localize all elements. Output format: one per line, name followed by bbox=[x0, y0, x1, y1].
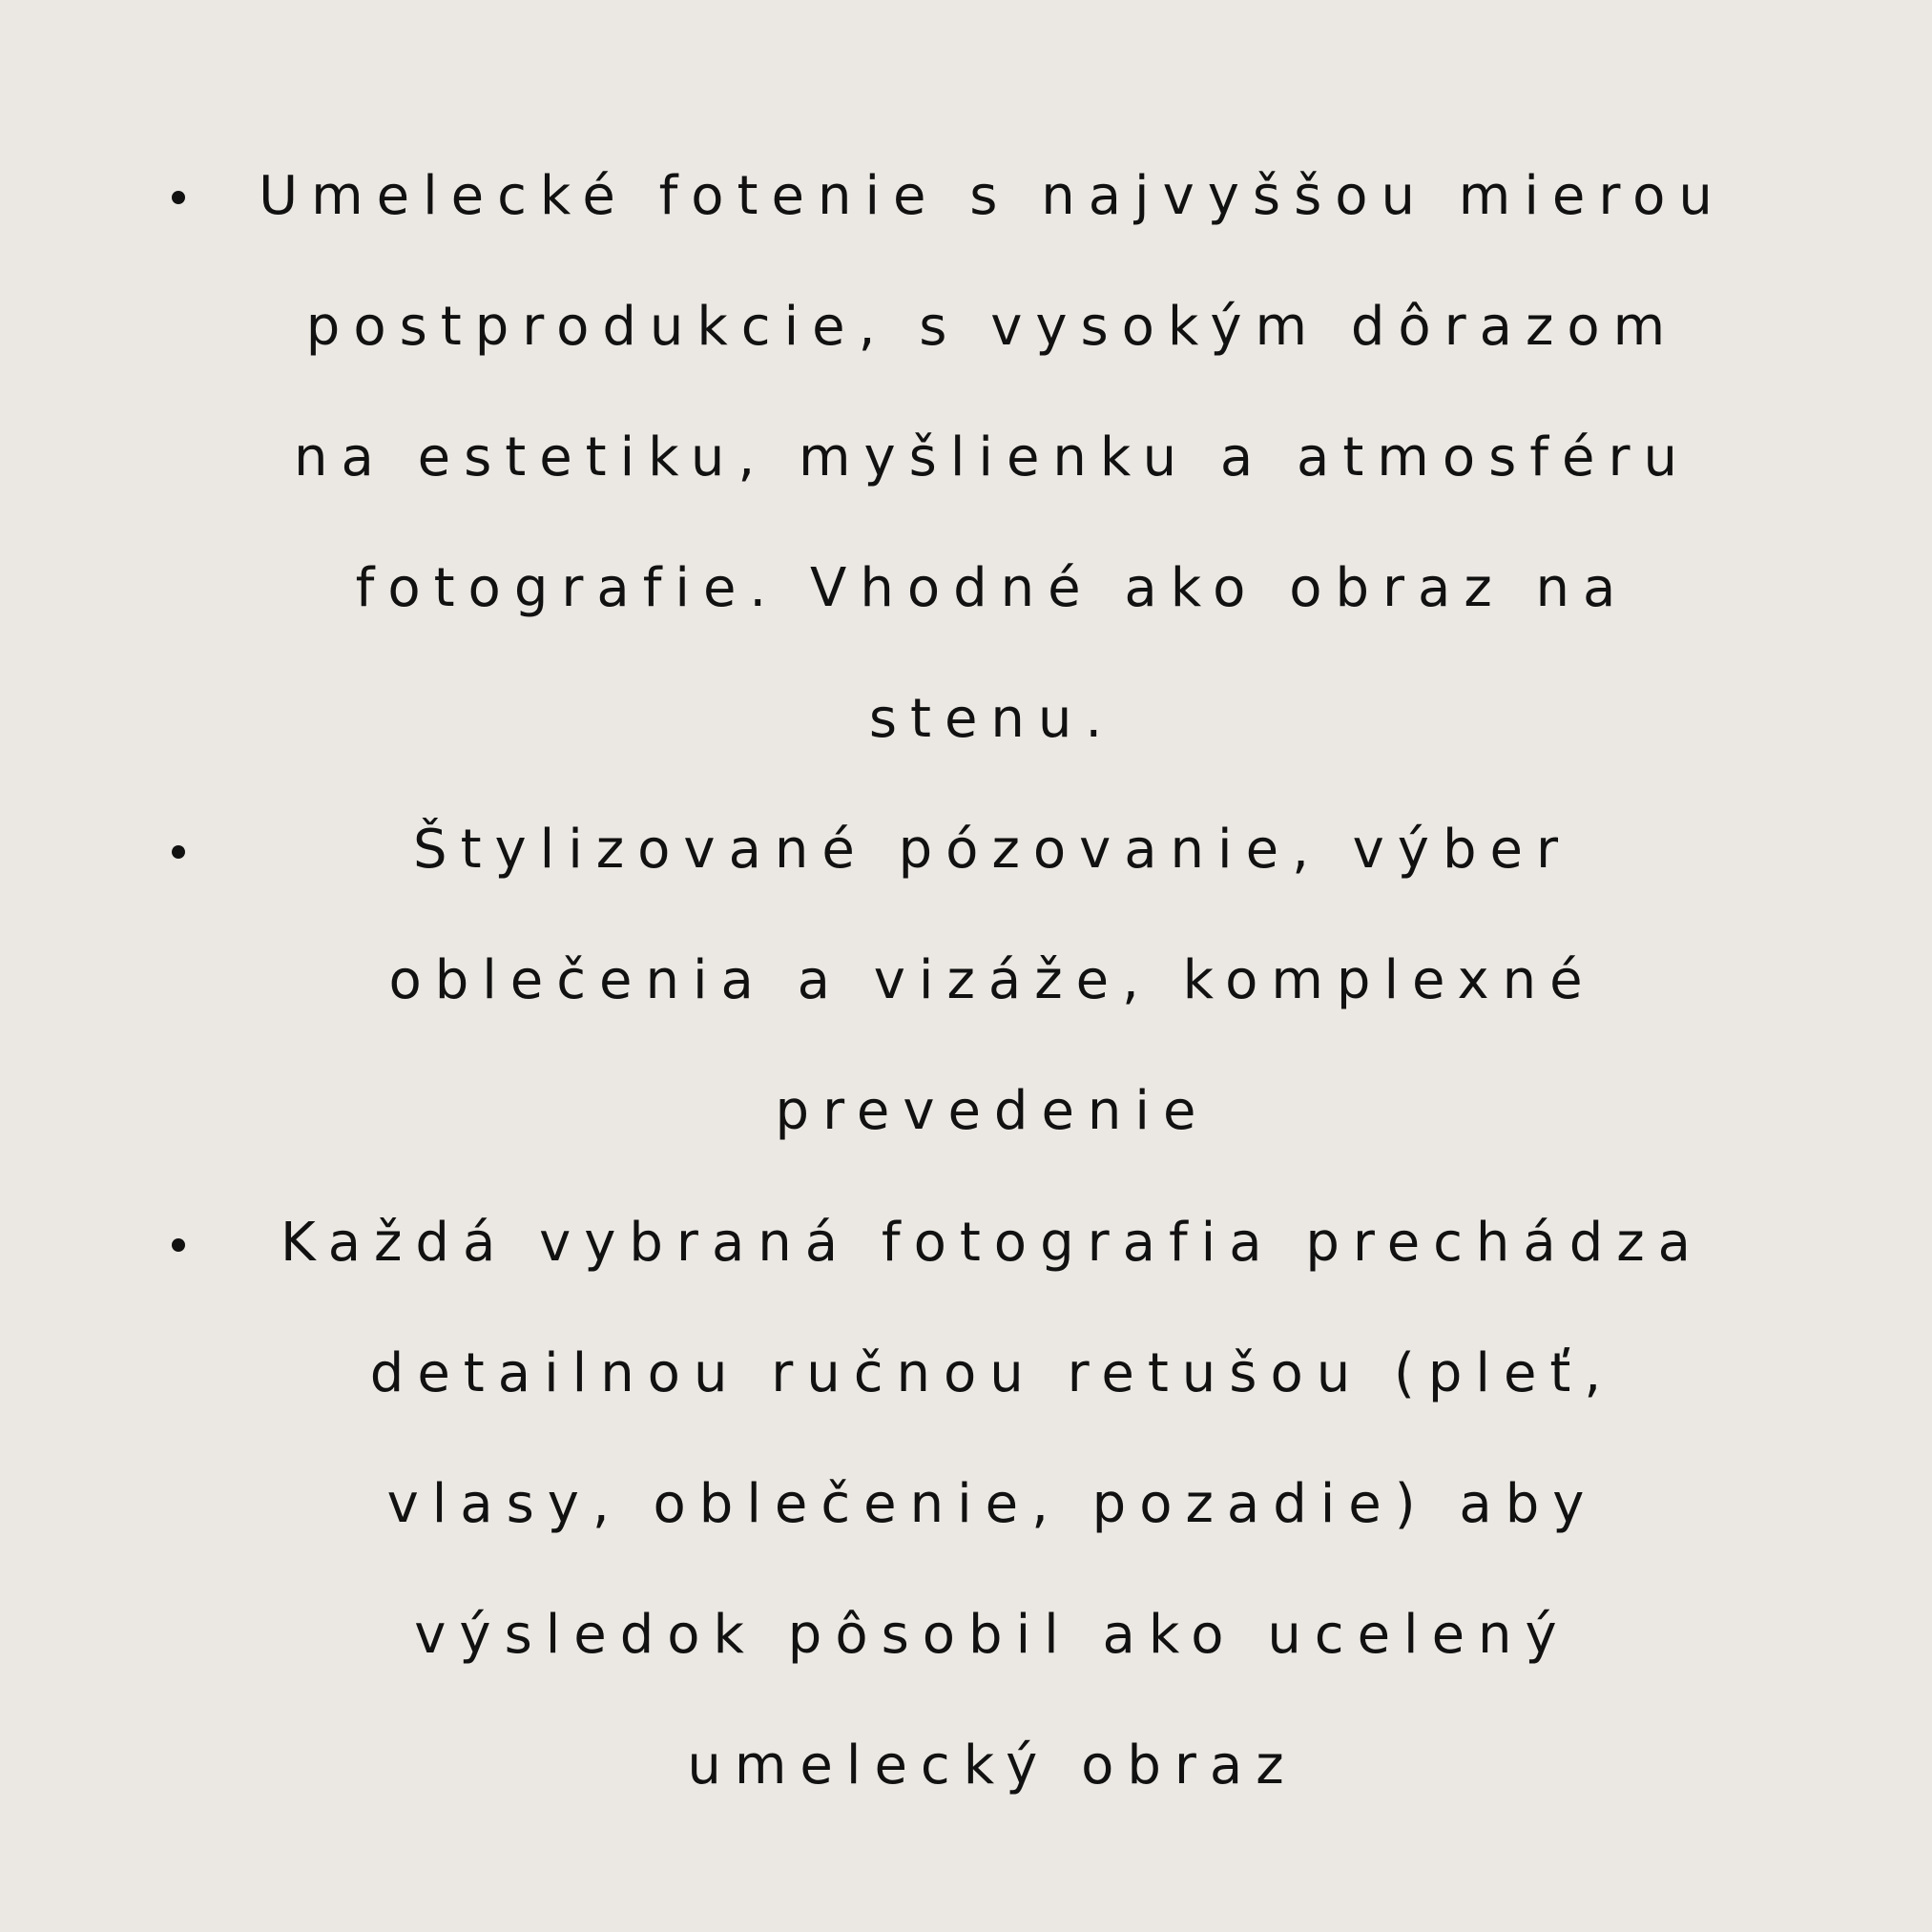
list-item-1-line-2: postprodukcie, s vysokým dôrazom bbox=[305, 296, 1679, 358]
list-item-3-line-5: umelecký obraz bbox=[687, 1735, 1298, 1797]
bullet-marker bbox=[172, 191, 185, 204]
list-item-3-line-2: detailnou ručnou retušou (pleť, bbox=[369, 1342, 1615, 1404]
list-item-2-line-3: prevedenie bbox=[775, 1080, 1210, 1142]
list-item-2-line-1: Štylizované pózovanie, výber bbox=[413, 819, 1571, 881]
list-item-1-line-3: na estetiku, myšlienku a atmosféru bbox=[294, 426, 1691, 488]
list-item-2-line-2: oblečenia a vizáže, komplexné bbox=[388, 949, 1596, 1011]
list-item-3-line-4: výsledok pôsobil ako ucelený bbox=[414, 1604, 1570, 1666]
list-item-3-line-3: vlasy, oblečenie, pozadie) aby bbox=[386, 1473, 1598, 1535]
list-item-1-line-1: Umelecké fotenie s najvyššou mierou bbox=[259, 165, 1726, 227]
list-item-1-line-5: stenu. bbox=[868, 688, 1116, 750]
bullet-marker bbox=[172, 1238, 185, 1252]
bullet-marker bbox=[172, 845, 185, 859]
list-item-1-line-4: fotografie. Vhodné ako obraz na bbox=[355, 557, 1630, 619]
list-item-3-line-1: Každá vybraná fotografia prechádza bbox=[280, 1212, 1704, 1274]
